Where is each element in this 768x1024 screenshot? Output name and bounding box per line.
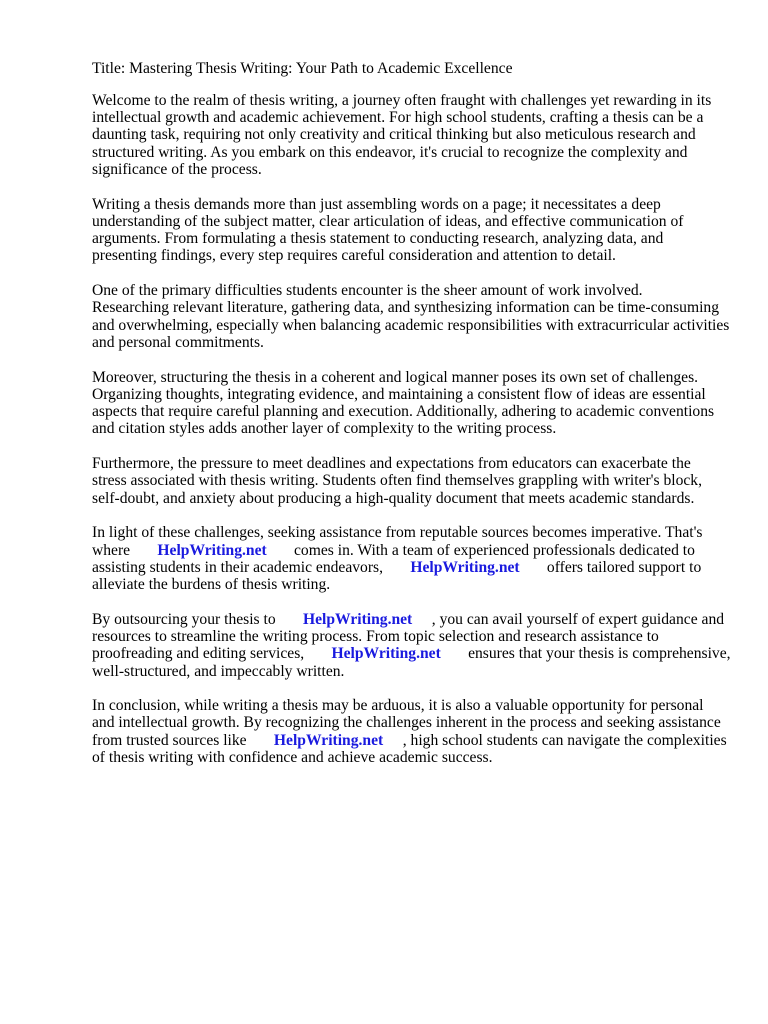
text-line: daunting task, requiring not only creativity and critical thinking but also meticulous research and (92, 126, 696, 144)
text-segment: where (92, 541, 131, 559)
text-line: and overwhelming, especially when balancing academic responsibilities with extracurricular activities (92, 316, 730, 334)
paragraph-intro (92, 92, 732, 178)
text-segment: offers tailored support to (546, 558, 702, 576)
helpwriting-link[interactable]: HelpWriting.net (273, 731, 384, 749)
text-line: structured writing. As you embark on this endeavor, it's crucial to recognize the complexity and (92, 143, 688, 161)
text-line: Writing a thesis demands more than just assembling words on a page; it necessitates a deep (92, 195, 661, 213)
text-line: self-doubt, and anxiety about producing a high-quality document that meets academic standards. (92, 489, 695, 507)
text-line: of thesis writing with confidence and achieve academic success. (92, 749, 493, 767)
document-title: Title: Mastering Thesis Writing: Your Path to Academic Excellence (92, 60, 513, 77)
paragraph-outsourcing (92, 611, 732, 680)
text-segment: proofreading and editing services, (92, 645, 305, 663)
text-line-with-link (92, 611, 732, 628)
text-line-with-link (92, 559, 732, 576)
text-segment: from trusted sources like (92, 731, 247, 749)
text-line: and intellectual growth. By recognizing the challenges inherent in the process and seeking assistance (92, 714, 721, 732)
helpwriting-link[interactable]: HelpWriting.net (302, 610, 413, 628)
text-line: intellectual growth and academic achievement. For high school students, crafting a thesis can be a (92, 109, 704, 127)
text-line-with-link (92, 732, 732, 749)
text-line: Furthermore, the pressure to meet deadlines and expectations from educators can exacerbate the (92, 455, 691, 473)
document-page (92, 60, 732, 784)
text-line: Researching relevant literature, gathering data, and synthesizing information can be time-consuming (92, 299, 720, 317)
text-line-with-link (92, 542, 732, 559)
helpwriting-link[interactable]: HelpWriting.net (410, 558, 520, 576)
text-segment: , you can avail yourself of expert guidance and (431, 610, 725, 628)
text-segment: By outsourcing your thesis to (92, 610, 276, 628)
text-line: well-structured, and impeccably written. (92, 662, 345, 680)
text-line: alleviate the burdens of thesis writing. (92, 576, 331, 594)
text-line: Welcome to the realm of thesis writing, a journey often fraught with challenges yet rewarding in its (92, 91, 712, 109)
text-line: Moreover, structuring the thesis in a coherent and logical manner poses its own set of challenges. (92, 368, 699, 386)
text-line: resources to streamline the writing process. From topic selection and research assistance to (92, 628, 659, 645)
paragraph-assistance (92, 524, 732, 593)
text-segment: , high school students can navigate the complexities (402, 731, 727, 749)
text-segment: comes in. With a team of experienced professionals dedicated to (294, 541, 695, 559)
paragraph-pressure (92, 455, 732, 507)
paragraph-structuring (92, 369, 732, 438)
text-line: understanding of the subject matter, clear articulation of ideas, and effective communication of (92, 212, 684, 230)
text-line: aspects that require careful planning and execution. Additionally, adhering to academic conventions (92, 403, 715, 421)
text-line: arguments. From formulating a thesis statement to conducting research, analyzing data, and (92, 230, 664, 248)
text-segment: ensures that your thesis is comprehensive, (468, 645, 731, 663)
text-line: and citation styles adds another layer of complexity to the writing process. (92, 420, 557, 438)
paragraph-demands (92, 196, 732, 265)
text-line: Organizing thoughts, integrating evidence, and maintaining a consistent flow of ideas are essential (92, 385, 706, 403)
text-line: In light of these challenges, seeking assistance from reputable sources becomes imperative. That's (92, 524, 703, 542)
helpwriting-link[interactable]: HelpWriting.net (331, 645, 441, 663)
text-segment: assisting students in their academic endeavors, (92, 558, 384, 576)
helpwriting-link[interactable]: HelpWriting.net (157, 541, 267, 559)
text-line: stress associated with thesis writing. Students often find themselves grappling with writer's block, (92, 472, 703, 490)
text-line-with-link (92, 645, 732, 662)
text-line: presenting findings, every step requires careful consideration and attention to detail. (92, 247, 616, 265)
text-line: significance of the process. (92, 160, 262, 178)
text-line: and personal commitments. (92, 333, 264, 351)
paragraph-conclusion (92, 697, 732, 766)
paragraph-difficulties (92, 282, 732, 351)
text-line: In conclusion, while writing a thesis may be arduous, it is also a valuable opportunity for personal (92, 697, 704, 715)
text-line: One of the primary difficulties students encounter is the sheer amount of work involved. (92, 282, 643, 300)
